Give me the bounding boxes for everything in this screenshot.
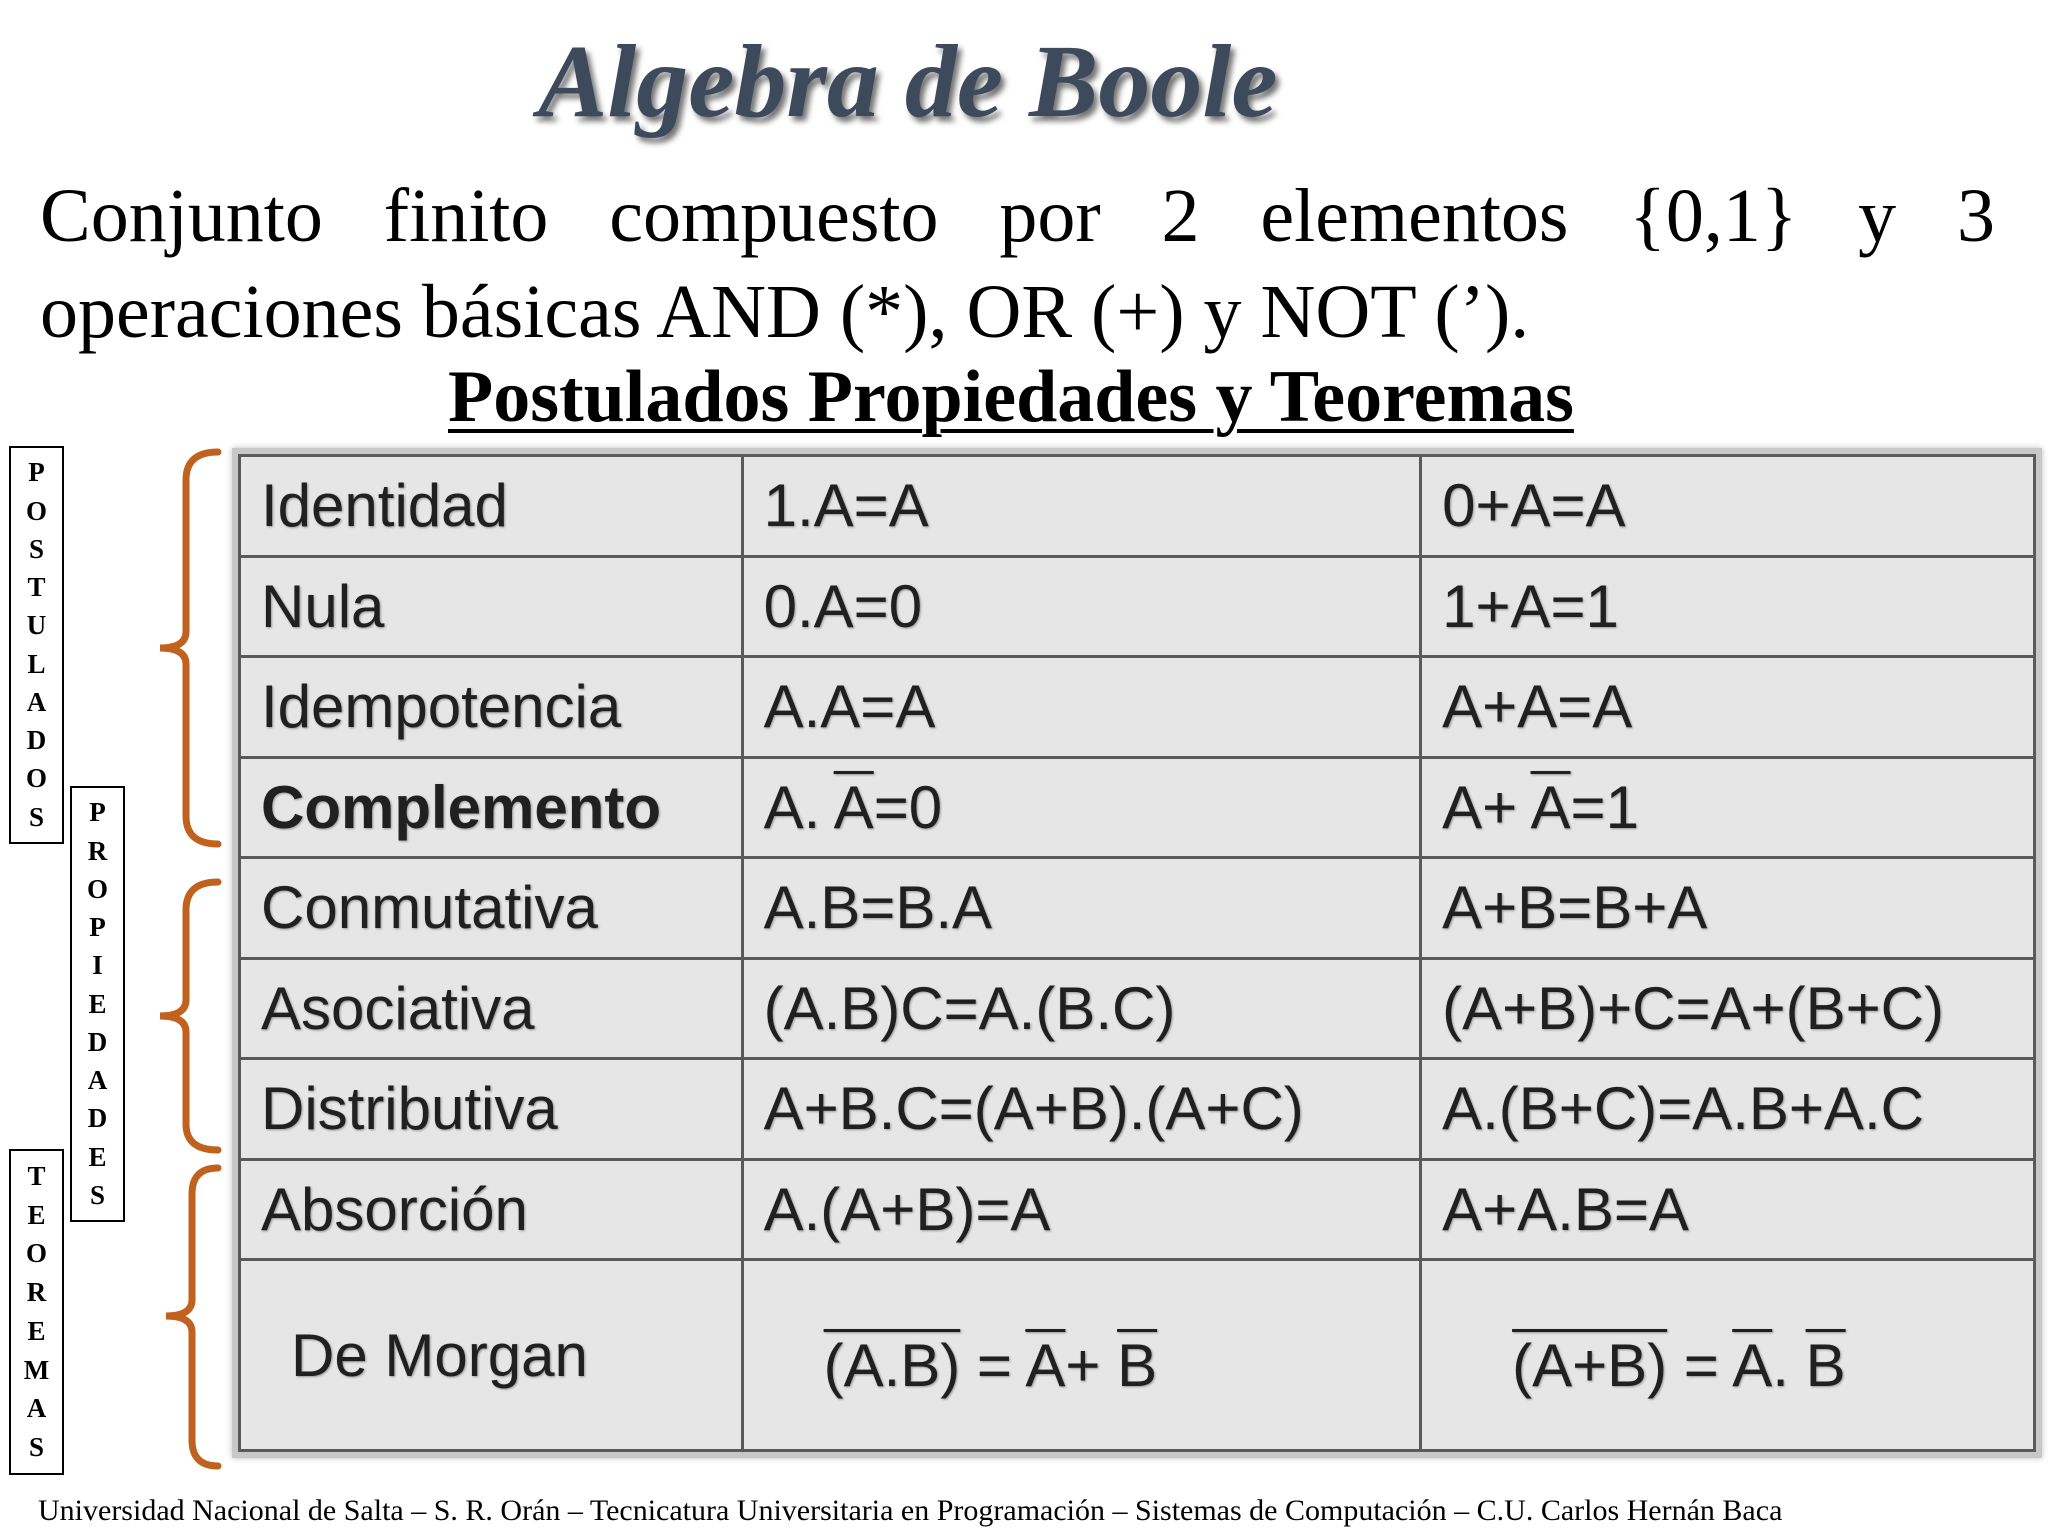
postulados-letter: D [26, 725, 47, 756]
teoremas-letter: E [27, 1315, 46, 1346]
postulados-letter: T [27, 572, 46, 603]
postulados-letter: S [28, 533, 45, 564]
propiedades-letter: A [87, 1065, 108, 1095]
formula-part: =1 [1570, 773, 1639, 841]
table-row [240, 958, 2035, 1059]
formula-part: A+ [1442, 773, 1531, 841]
propiedades-letter: E [88, 988, 107, 1019]
section-subtitle: Postulados Propiedades y Teoremas [448, 356, 1574, 438]
postulados-brace [160, 452, 218, 844]
formula-part: + [1065, 1331, 1118, 1399]
property-name: Conmutativa [240, 858, 743, 959]
postulados-letter: S [28, 801, 45, 832]
propiedades-letter: O [86, 873, 108, 904]
property-name: Distributiva [240, 1059, 743, 1160]
propiedades-letter: D [87, 1026, 108, 1057]
and-form [742, 757, 1421, 858]
postulados-letter: L [27, 648, 46, 679]
postulados-side-label [9, 446, 64, 844]
negated-term: $\overline{A}$ [833, 773, 874, 841]
table-row [240, 1159, 2035, 1260]
table-row [240, 1059, 2035, 1160]
negated-expression: (A.B) [823, 1331, 961, 1399]
negated-term: $\overline{A}$ [1732, 1331, 1773, 1399]
postulados-letter: A [26, 686, 47, 717]
negated-term: $\overline{B}$ [1117, 1331, 1158, 1399]
and-form: A.B=B.A [742, 858, 1421, 959]
property-name: Identidad [240, 456, 743, 557]
teoremas-letter: A [26, 1393, 47, 1424]
or-form: A+A.B=A [1421, 1159, 2035, 1260]
or-form: A.(B+C)=A.B+A.C [1421, 1059, 2035, 1160]
teoremas-letter: M [23, 1354, 50, 1385]
postulados-letter: O [25, 495, 47, 526]
formula-part: = [1667, 1331, 1733, 1399]
and-form: A.(A+B)=A [742, 1159, 1421, 1260]
negated-term: $\overline{A}$ [1025, 1331, 1066, 1399]
teoremas-letter: R [26, 1277, 47, 1308]
footer-credits: Universidad Nacional de Salta – S. R. Orán – Tecnicatura Universitaria en Programación – Sistemas de Computación – C.U. Carlos Hernán Baca [38, 1494, 1783, 1527]
table-row [240, 657, 2035, 758]
propiedades-letter: I [92, 950, 103, 981]
and-form [742, 1260, 1421, 1451]
propiedades-side-label [70, 786, 125, 1222]
property-name: Idempotencia [240, 657, 743, 758]
properties-table-frame [232, 448, 2042, 1458]
and-form: 0.A=0 [742, 556, 1421, 657]
property-name: Nula [240, 556, 743, 657]
formula-part: A. [763, 773, 834, 841]
or-form: 0+A=A [1421, 456, 2035, 557]
or-form [1421, 757, 2035, 858]
teoremas-brace [166, 1168, 218, 1466]
property-name: De Morgan [240, 1260, 743, 1451]
formula-part: =0 [873, 773, 943, 841]
propiedades-brace [160, 882, 218, 1150]
postulados-letter: U [26, 610, 47, 641]
slide-title: Algebra de Boole [538, 24, 1278, 139]
or-form [1421, 1260, 2035, 1451]
negated-term: $\overline{A}$ [1530, 773, 1571, 841]
teoremas-letter: E [27, 1199, 46, 1230]
propiedades-letter: S [89, 1179, 106, 1210]
table-row [240, 1260, 2035, 1451]
table-row [240, 757, 2035, 858]
property-name: Absorción [240, 1159, 743, 1260]
or-form: 1+A=1 [1421, 556, 2035, 657]
property-name: Asociativa [240, 958, 743, 1059]
intro-paragraph [40, 168, 1995, 360]
or-form: A+B=B+A [1421, 858, 2035, 959]
property-name: Complemento [240, 757, 743, 858]
and-form: 1.A=A [742, 456, 1421, 557]
propiedades-letter: R [87, 835, 108, 866]
properties-table [238, 454, 2036, 1452]
or-form: (A+B)+C=A+(B+C) [1421, 958, 2035, 1059]
intro-line-1: Conjunto finito compuesto por 2 elementos {0,1} y 3 [40, 174, 1995, 258]
and-form: A.A=A [742, 657, 1421, 758]
postulados-letter: P [28, 457, 45, 488]
teoremas-letter: T [27, 1160, 46, 1191]
teoremas-letter: O [25, 1238, 47, 1269]
formula-part: = [960, 1331, 1026, 1399]
propiedades-letter: P [89, 912, 106, 942]
propiedades-letter: E [88, 1141, 107, 1172]
formula-part: . [1772, 1331, 1806, 1399]
intro-line-2: operaciones básicas AND (*), OR (+) y NOT (’). [40, 270, 1530, 354]
or-form: A+A=A [1421, 657, 2035, 758]
postulados-letter: O [25, 763, 47, 794]
teoremas-letter: S [28, 1432, 45, 1463]
table-row [240, 858, 2035, 959]
and-form: A+B.C=(A+B).(A+C) [742, 1059, 1421, 1160]
negated-term: $\overline{B}$ [1805, 1331, 1846, 1399]
propiedades-letter: D [87, 1103, 108, 1134]
table-row [240, 556, 2035, 657]
table-row [240, 456, 2035, 557]
negated-expression: (A+B) [1512, 1331, 1668, 1399]
propiedades-letter: P [89, 797, 106, 828]
and-form: (A.B)C=A.(B.C) [742, 958, 1421, 1059]
teoremas-side-label [9, 1149, 64, 1475]
